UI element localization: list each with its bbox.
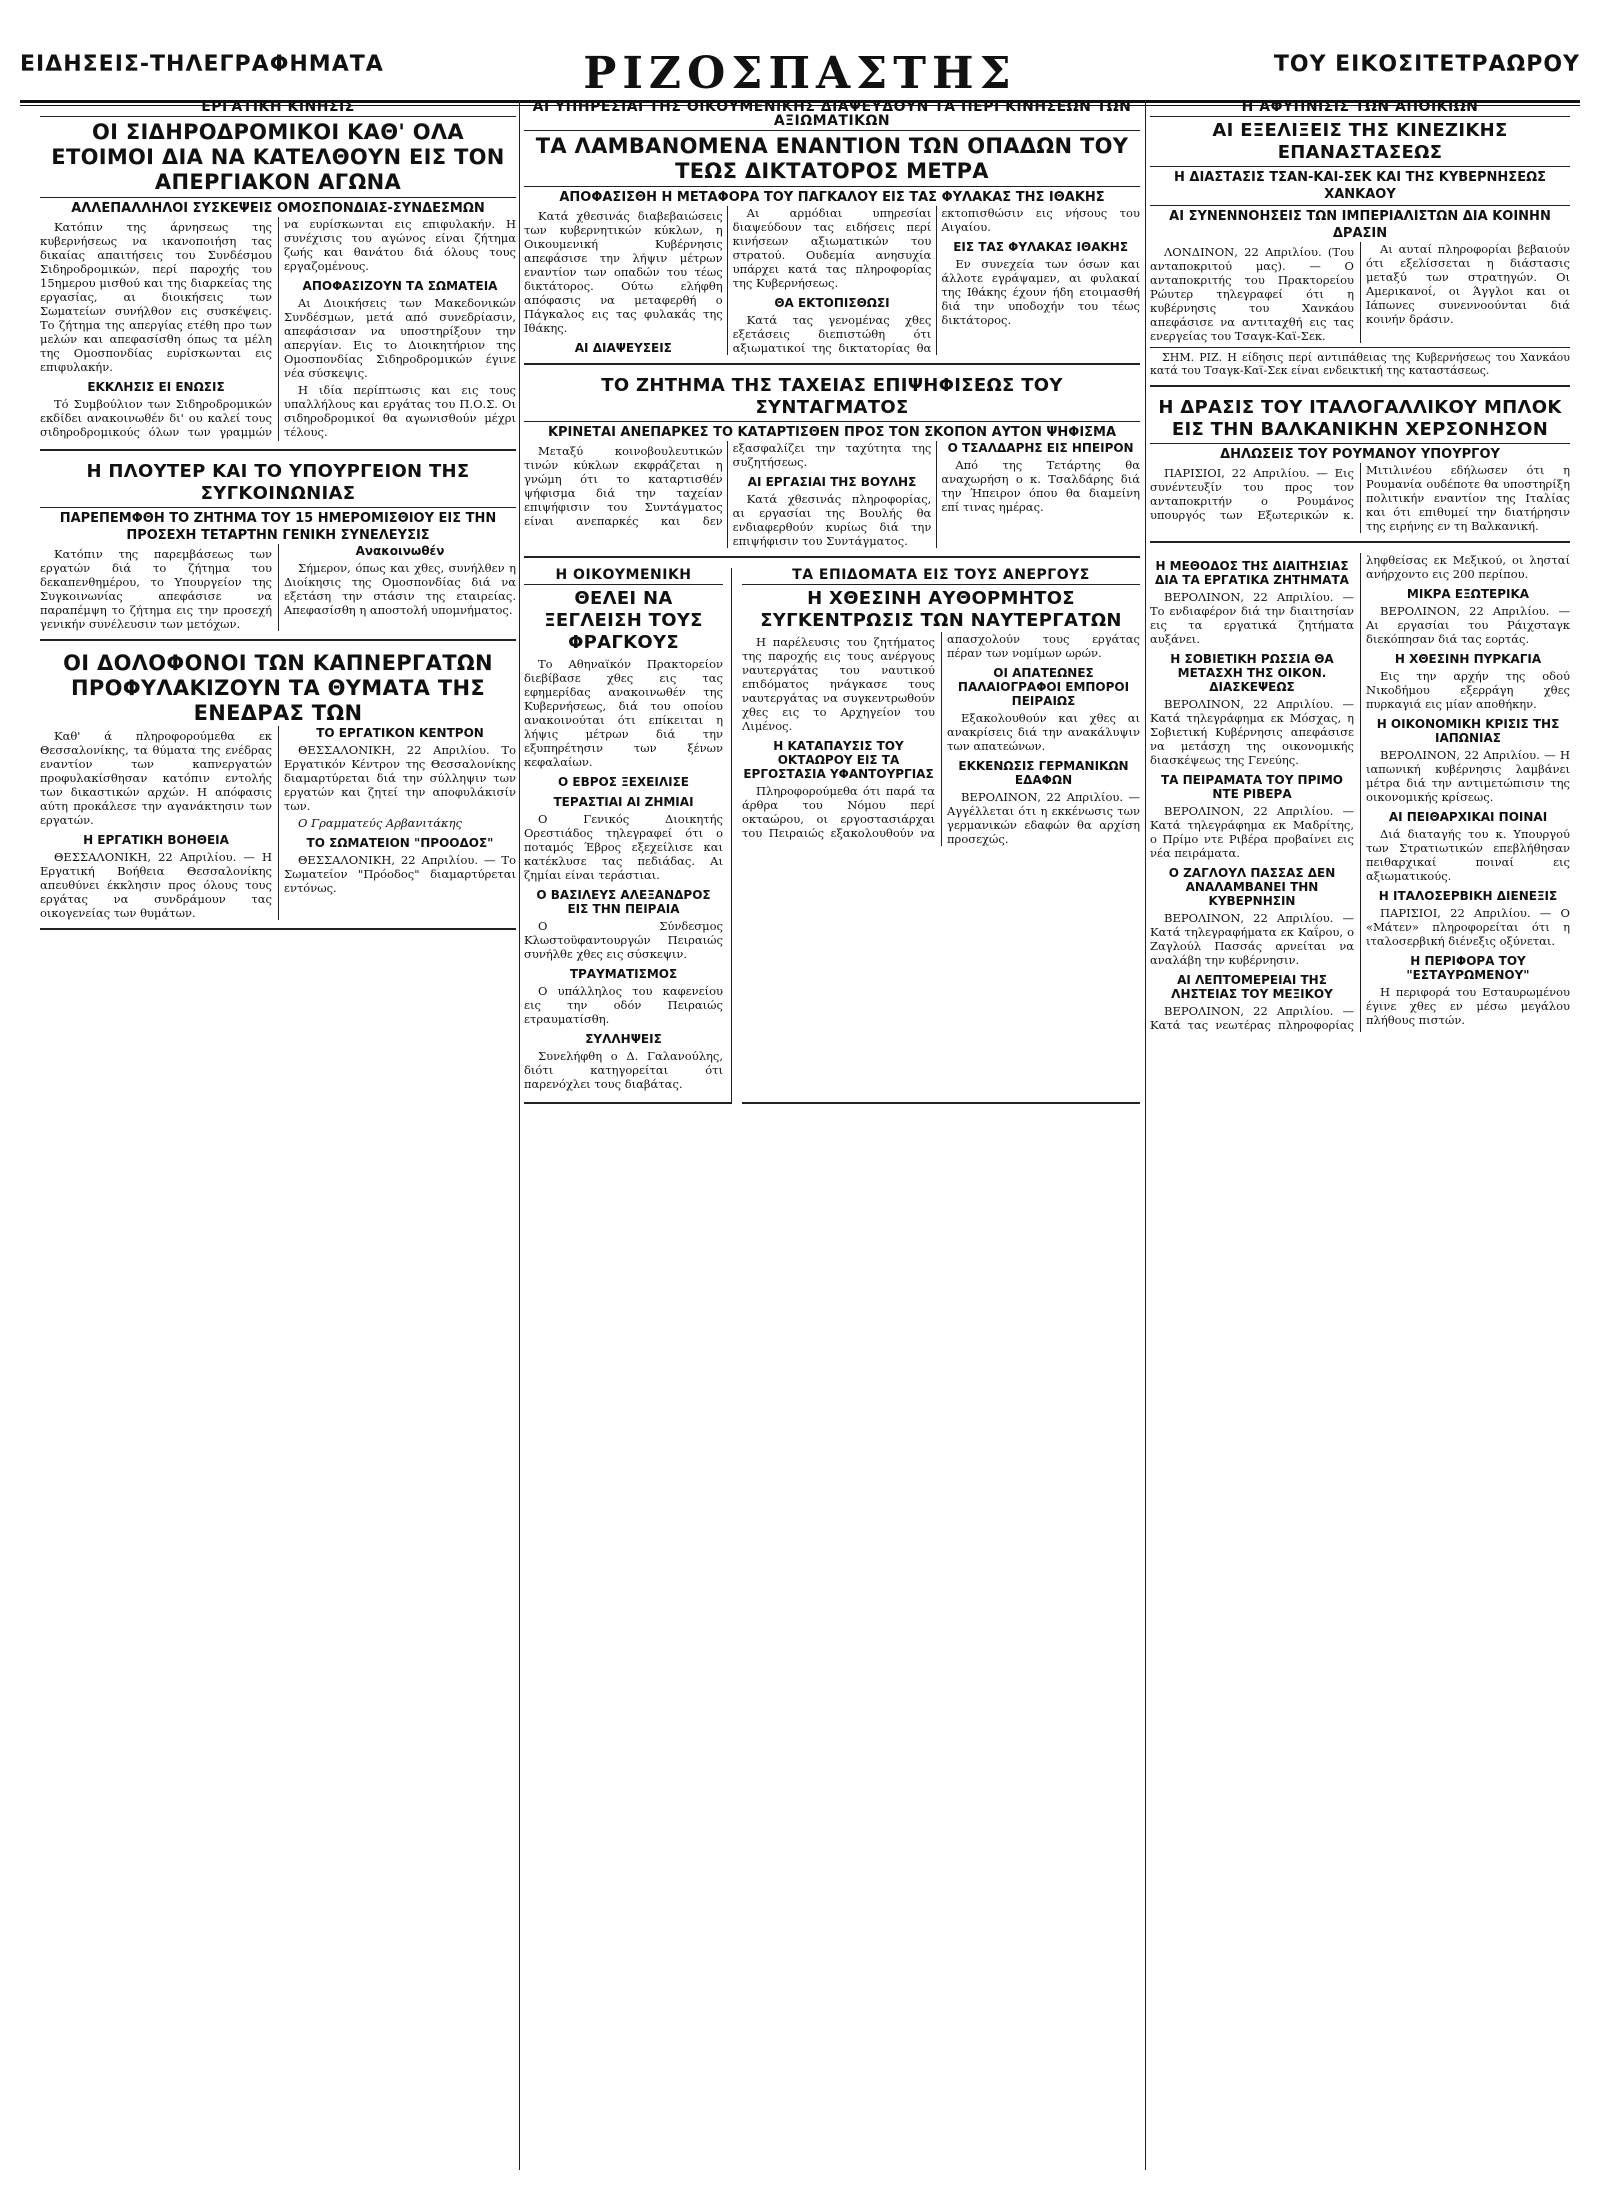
section-heading: Η ΙΤΑΛΟΣΕΡΒΙΚΗ ΔΙΕΝΕΞΙΣ	[1378, 889, 1558, 903]
article-headline: ΑΙ ΕΞΕΛΙΞΕΙΣ ΤΗΣ ΚΙΝΕΖΙΚΗΣ ΕΠΑΝΑΣΤΑΣΕΩΣ	[1212, 120, 1508, 163]
article-dictator-measures	[524, 100, 1140, 365]
column-right	[1150, 100, 1570, 2170]
paragraph: Κατά χθεσινάς πληροφορίας, αι εργασίαι της Βουλής θα ενδιαφερθούν κυρίως διά την επιψήφισιν του Συντάγματος.	[732, 492, 932, 548]
article-headline: ΘΕΛΕΙ ΝΑ ΞΕΓΛΕΙΣΗ ΤΟΥΣ ΦΡΑΓΚΟΥΣ	[544, 588, 703, 653]
section-heading: ΤΟ ΕΡΓΑΤΙΚΟΝ ΚΕΝΤΡΟΝ	[316, 725, 484, 740]
paragraph: Εις την αρχήν της οδού Νικοδήμου εξερράγη χθες πυρκαγιά εις μίαν αποθήκην.	[1366, 669, 1570, 711]
paragraph: ΒΕΡΟΛΙΝΟΝ, 22 Απριλίου. — Κατά τηλεγραφήματα εκ Καΐρου, ο Ζαγλούλ Πασσάς αρνείται να αναλάβη την κυβέρνησιν.	[1150, 911, 1354, 967]
column-left	[40, 100, 516, 2170]
paragraph: Αι Διοικήσεις των Μακεδονικών Συνδέσμων, μετά από συνεδρίασιν, απεφάσισαν να υποστηρίξουν την απεργίαν. Εις το Διοικητήριον της Ομοσπονδίας Σιδηροδρομικών έγινε νέα σύσκεψις.	[284, 296, 516, 380]
paragraph: ΠΑΡΙΣΙΟΙ, 22 Απριλίου. — Ο «Μάτεν» πληροφορείται ότι η ιταλοσερβική διένεξις οξύνεται.	[1366, 906, 1570, 948]
article-subhead: ΑΠΟΦΑΣΙΣΘΗ Η ΜΕΤΑΦΟΡΑ ΤΟΥ ΠΑΓΚΑΛΟΥ ΕΙΣ ΤΑΣ ΦΥΛΑΚΑΣ ΤΗΣ ΙΘΑΚΗΣ	[524, 186, 1140, 206]
section-label-right: ΤΟΥ ΕΙΚΟΣΙΤΕΤΡΑΩΡΟΥ	[1273, 52, 1580, 77]
article-headline: Η ΧΘΕΣΙΝΗ ΑΥΘΟΡΜΗΤΟΣ ΣΥΓΚΕΝΤΡΩΣΙΣ ΤΩΝ ΝΑΥΤΕΡΓΑΤΩΝ	[760, 588, 1122, 631]
paragraph: Διά διαταγής του κ. Υπουργού των Στρατιωτικών επεβλήθησαν πειθαρχικαί ποιναί εις αξιωματικούς.	[1366, 827, 1570, 883]
section-heading: ΑΙ ΠΕΙΘΑΡΧΙΚΑΙ ΠΟΙΝΑΙ	[1388, 810, 1548, 824]
section-heading: ΤΑ ΠΕΙΡΑΜΑΤΑ ΤΟΥ ΠΡΙΜΟ ΝΤΕ ΡΙΒΕΡΑ	[1160, 773, 1343, 801]
article-headline: ΟΙ ΔΟΛΟΦΟΝΟΙ ΤΩΝ ΚΑΠΝΕΡΓΑΤΩΝ ΠΡΟΦΥΛΑΚΙΖΟΥΝ ΤΑ ΘΥΜΑΤΑ ΤΗΣ ΕΝΕΔΡΑΣ ΤΩΝ	[63, 650, 493, 725]
section-heading: ΑΙ ΛΕΠΤΟΜΕΡΕΙΑΙ ΤΗΣ ΛΗΣΤΕΙΑΣ ΤΟΥ ΜΕΞΙΚΟΥ	[1171, 973, 1333, 1001]
section-heading: ΕΚΚΛΗΣΙΣ ΕΙ ΕΝΩΣΙΣ	[87, 380, 225, 394]
article-subhead: ΠΑΡΕΠΕΜΦΘΗ ΤΟ ΖΗΤΗΜΑ ΤΟΥ 15 ΗΜΕΡΟΜΙΣΘΙΟΥ ΕΙΣ ΤΗΝ ΠΡΟΣΕΧΗ ΤΕΤΑΡΤΗΝ ΓΕΝΙΚΗ ΣΥΝΕΛΕΥΣΙΣ	[40, 507, 516, 544]
masthead	[20, 12, 1580, 99]
paragraph: ΒΕΡΟΛΙΝΟΝ, 22 Απριλίου. — Αι εργασίαι του Ράιχσταγκ διεκόπησαν διά τας εορτάς.	[1366, 604, 1570, 646]
paragraph: Κατά χθεσινάς διαβεβαιώσεις των κυβερνητικών κύκλων, η Οικουμενική Κυβέρνησις απεφάσισε την λήψιν μέτρων εναντίον των οπαδών του τέως δικτάτορος. Ούτω ελήφθη απόφασις να μεταφερθή ο Πάγκαλος εις τας φυλακάς της Ιθάκης.	[524, 209, 723, 335]
article-kicker: Η ΑΦΥΠΝΙΣΙΣ ΤΩΝ ΑΠΟΙΚΙΩΝ	[1150, 100, 1570, 117]
section-heading: Ο ΒΑΣΙΛΕΥΣ ΑΛΕΞΑΝΔΡΟΣ ΕΙΣ ΤΗΝ ΠΕΙΡΑΙΑ	[536, 888, 711, 916]
lower-center-section	[524, 568, 1140, 1114]
section-heading: ΤΕΡΑΣΤΙΑΙ ΑΙ ΖΗΜΙΑΙ	[553, 795, 694, 809]
column-center	[524, 100, 1140, 2170]
section-heading: ΟΙ ΑΠΑΤΕΩΝΕΣ ΠΑΛΑΙΟΓΡΑΦΟΙ ΕΜΠΟΡΟΙ ΠΕΙΡΑΙΩΣ	[957, 666, 1130, 708]
paragraph: ΘΕΣΣΑΛΟΝΙΚΗ, 22 Απριλίου. — Το Σωματείον "Πρόοδος" διαμαρτύρεται εντόνως.	[284, 852, 516, 895]
section-heading: ΕΙΣ ΤΑΣ ΦΥΛΑΚΑΣ ΙΘΑΚΗΣ	[953, 240, 1129, 254]
paragraph: Ο υπάλληλος του καφενείου εις την οδόν Πειραιώς ετραυματίσθη.	[524, 984, 723, 1026]
foreign-news-briefs	[1150, 553, 1570, 1032]
paragraph: Κατόπιν της παρεμβάσεως των εργατών διά το ζήτημα του δεκαπενθημέρου, το Υπουργείον της Συγκοινωνίας απεφάσισε να παραπέμψη το ζήτημα εις την προσεχή γενικήν συνέλευσιν των μετόχων.	[40, 546, 272, 631]
section-heading: ΤΟ ΣΩΜΑΤΕΙΟΝ "ΠΡΟΟΔΟΣ"	[306, 835, 494, 850]
paragraph: Αι αυταί πληροφορίαι βεβαιούν ότι εξελίσσεται η διάστασις μεταξύ των στρατηγών. Οι Αμερικανοί, οι Άγγλοι και οι Ιάπωνες συνεννοούνται διά κοινήν δράσιν.	[1366, 242, 1570, 326]
article-tobacco-workers	[40, 651, 516, 930]
section-heading: ΑΠΟΦΑΣΙΖΟΥΝ ΤΑ ΣΩΜΑΤΕΙΑ	[302, 279, 498, 293]
paragraph: Συνελήφθη ο Δ. Γαλανούλης, διότι κατηγορείται ότι παρενόχλει τους διαβάτας.	[524, 1049, 723, 1091]
paragraph: Η ιδία περίπτωσις και εις τους υπαλλήλους και εργάτας του Π.Ο.Σ. Οι σιδηροδρομικοί θα αγωνισθούν μέχρι τέλους.	[284, 383, 516, 439]
section-heading: Ανακοινωθέν	[355, 543, 445, 558]
section-heading: ΑΙ ΔΙΑΨΕΥΣΕΙΣ	[574, 341, 672, 355]
article-railway-workers	[40, 100, 516, 451]
section-heading: ΣΥΛΛΗΨΕΙΣ	[585, 1032, 662, 1046]
section-heading: Η ΠΕΡΙΦΟΡΑ ΤΟΥ "ΕΣΤΑΥΡΩΜΕΝΟΥ"	[1406, 954, 1530, 982]
paragraph: Η παρέλευσις του ζητήματος της παροχής εις τους ανέργους ναυτεργάτας του ναυτικού επιδόματος ηνάγκασε τους ναυτεργάτας να συγκεντρωθούν χθες εις το Αρχηγείον του Λιμένος.	[742, 635, 935, 733]
section-heading: Ο ΖΑΓΛΟΥΛ ΠΑΣΣΑΣ ΔΕΝ ΑΝΑΛΑΜΒΑΝΕΙ ΤΗΝ ΚΥΒΕΡΝΗΣΙΝ	[1168, 866, 1336, 908]
section-heading: Η ΕΡΓΑΤΙΚΗ ΒΟΗΘΕΙΑ	[83, 832, 229, 847]
article-subhead: ΚΡΙΝΕΤΑΙ ΑΝΕΠΑΡΚΕΣ ΤΟ ΚΑΤΑΡΤΙΣΘΕΝ ΠΡΟΣ ΤΟΝ ΣΚΟΠΟΝ ΑΥΤΟΝ ΨΗΦΙΣΜΑ	[524, 421, 1140, 441]
section-heading: Η ΚΑΤΑΠΑΥΣΙΣ ΤΟΥ ΟΚΤΑΩΡΟΥ ΕΙΣ ΤΑ ΕΡΓΟΣΤΑΣΙΑ ΥΦΑΝΤΟΥΡΓΙΑΣ	[743, 739, 934, 781]
article-body	[40, 544, 516, 631]
article-body	[1150, 463, 1570, 533]
paragraph: Από της Τετάρτης θα αναχωρήση ο κ. Τσαλδάρης διά την Ήπειρον όπου θα διαμείνη επί τινας ημέρας.	[941, 458, 1140, 514]
section-heading: Η ΜΕΘΟΔΟΣ ΤΗΣ ΔΙΑΙΤΗΣΙΑΣ ΔΙΑ ΤΑ ΕΡΓΑΤΙΚΑ ΖΗΤΗΜΑΤΑ	[1155, 559, 1349, 587]
section-heading: ΑΙ ΕΡΓΑΣΙΑΙ ΤΗΣ ΒΟΥΛΗΣ	[747, 475, 917, 489]
section-label-left: ΕΙΔΗΣΕΙΣ-ΤΗΛΕΓΡΑΦΗΜΑΤΑ	[20, 52, 384, 77]
article-subhead: Η ΔΙΑΣΤΑΣΙΣ ΤΣΑΝ-ΚΑΙ-ΣΕΚ ΚΑΙ ΤΗΣ ΚΥΒΕΡΝΗΣΕΩΣ ΧΑΝΚΑΟΥ	[1150, 166, 1570, 203]
article-subhead: ΔΗΛΩΣΕΙΣ ΤΟΥ ΡΟΥΜΑΝΟΥ ΥΠΟΥΡΓΟΥ	[1150, 443, 1570, 463]
article-body	[1150, 242, 1570, 343]
paragraph: ΒΕΡΟΛΙΝΟΝ, 22 Απριλίου. — Κατά τας νεωτέρας πληροφορίας ληφθείσας εκ Μεξικού, οι λησταί ανήρχοντο εις 200 περίπου.	[1150, 553, 1570, 1032]
paragraph: ΘΕΣΣΑΛΟΝΙΚΗ, 22 Απριλίου. Το Εργατικόν Κέντρον της Θεσσαλονίκης διαμαρτύρεται διά την σύλληψιν των εργατών και ζητεί την αποφυλάκισίν των.	[284, 742, 516, 813]
article-kicker: ΕΡΓΑΤΙΚΗ ΚΙΝΗΣΙΣ	[40, 100, 516, 117]
article-ministry-communications	[40, 461, 516, 641]
article-seamen	[742, 568, 1140, 1104]
article-kicker: Η ΟΙΚΟΥΜΕΝΙΚΗ	[524, 568, 723, 585]
paragraph: Καθ' ά πληροφορούμεθα εκ Θεσσαλονίκης, τα θύματα της ενέδρας εναντίον των καπνεργατών προφυλακίσθησαν κατόπιν εντολής των δικαστικών αρχών. Η απόφασις αύτη προκάλεσε την αγανάκτησιν των εργατών.	[40, 728, 272, 827]
newspaper-title: ΡΙΖΟΣΠΑΣΤΗΣ	[583, 48, 1017, 99]
section-heading: Ο ΕΒΡΟΣ ΞΕΧΕΙΛΙΣΕ	[558, 775, 689, 789]
paragraph: Εξακολουθούν και χθες αι ανακρίσεις διά την ανακάλυψιν των απατεώνων.	[947, 711, 1140, 753]
article-kicker: ΑΙ ΥΠΗΡΕΣΙΑΙ ΤΗΣ ΟΙΚΟΥΜΕΝΙΚΗΣ ΔΙΑΨΕΥΔΟΥΝ ΤΑ ΠΕΡΙ ΚΙΝΗΣΕΩΝ ΤΩΝ ΑΞΙΩΜΑΤΙΚΩΝ	[524, 100, 1140, 131]
paragraph: Το Αθηναϊκόν Πρακτορείον διεβίβασε χθες εις τας εφημερίδας ανακοινωθέν της Κυβερνήσεως, διά του οποίου ανακοινούται ότι επίκειται η λήψις μέτρων διά την εξυπηρέτησιν των ξένων κεφαλαίων.	[524, 657, 723, 769]
paragraph: ΒΕΡΟΛΙΝΟΝ, 22 Απριλίου. — Η ιαπωνική κυβέρνησις λαμβάνει μέτρα διά την αντιμετώπισιν της οικονομικής κρίσεως.	[1366, 748, 1570, 804]
paragraph: Κατόπιν της άρνησεως της κυβερνήσεως να ικανοποιήση τας δικαίας απαιτήσεις του Συνδέσμου Σιδηροδρομικών, περί παροχής του 15ημερου μισθού και της διαρκείας της εργασίας, αι διοικήσεις των Σωματείων συνήλθον εις συσκέψεις. Το ζήτημα της απεργίας ετέθη προ των μελών και απεφασίσθη όπως τα μέλη της Ομοσπονδίας ευρίσκωνται εις επιφυλακήν.	[40, 220, 272, 374]
paragraph: Η περιφορά του Εσταυρωμένου έγινε χθες εν μέσω μεγάλου πλήθους πιστών.	[1366, 985, 1570, 1027]
paragraph: Σήμερον, όπως και χθες, συνήλθεν η Διοίκησις της Ομοσπονδίας διά να εξετάση την στάσιν της εταιρείας. Απεφασίσθη η αποστολή υπομνήματος.	[284, 560, 516, 617]
article-kicker: ΤΑ ΕΠΙΔΟΜΑΤΑ ΕΙΣ ΤΟΥΣ ΑΝΕΡΓΟΥΣ	[742, 568, 1140, 585]
article-constitution	[524, 375, 1140, 558]
article-government	[524, 568, 732, 1104]
column-divider	[1145, 100, 1146, 2170]
editor-note: ΣΗΜ. ΡΙΖ. Η είδησις περί αντιπάθειας της Κυβερνήσεως του Χανκάου κατά του Τσαγκ-Καϊ-Σεκ είναι ενδεικτική της καταστάσεως.	[1150, 347, 1570, 377]
signature: Ο Γραμματεύς Αρβανιτάκης	[298, 815, 462, 830]
article-headline: ΟΙ ΣΙΔΗΡΟΔΡΟΜΙΚΟΙ ΚΑΘ' ΟΛΑ ΕΤΟΙΜΟΙ ΔΙΑ ΝΑ ΚΑΤΕΛΘΟΥΝ ΕΙΣ ΤΟΝ ΑΠΕΡΓΙΑΚΟΝ ΑΓΩΝΑ	[51, 120, 505, 194]
paragraph: ΘΕΣΣΑΛΟΝΙΚΗ, 22 Απριλίου. — Η Εργατική Βοήθεια Θεσσαλονίκης απευθύνει έκκλησιν προς όλους τους εργάτας να συνδράμουν τας οικογενείας των θυμάτων.	[40, 849, 272, 920]
column-divider	[519, 100, 520, 2170]
article-body	[742, 632, 1140, 846]
article-headline: ΤΟ ΖΗΤΗΜΑ ΤΗΣ ΤΑΧΕΙΑΣ ΕΠΙΨΗΦΙΣΕΩΣ ΤΟΥ ΣΥΝΤΑΓΜΑΤΟΣ	[601, 375, 1063, 418]
article-body	[524, 206, 1140, 355]
paragraph: Τό Συμβούλιον των Σιδηροδρομικών εκδίδει ανακοινωθέν δι' ου καλεί τους σιδηροδρομικούς όλων των γραμμών να ευρίσκωνται εις επιφυλακήν. Η συνέχισις του αγώνος είναι ζήτημα ζωής και θανάτου διά όλους τους εργαζομένους.	[40, 217, 516, 439]
article-subhead: ΑΛΛΕΠΑΛΛΗΛΟΙ ΣΥΣΚΕΨΕΙΣ ΟΜΟΣΠΟΝΔΙΑΣ-ΣΥΝΔΕΣΜΩΝ	[40, 197, 516, 217]
paragraph: Εν συνεχεία των όσων και άλλοτε εγράψαμεν, αι φυλακαί της Ιθάκης έχουν ήδη ετοιμασθή διά την υποδοχήν του τέως δικτάτορος.	[941, 257, 1140, 327]
section-heading: Η ΟΙΚΟΝΟΜΙΚΗ ΚΡΙΣΙΣ ΤΗΣ ΙΑΠΩΝΙΑΣ	[1376, 717, 1560, 745]
paragraph: ΒΕΡΟΛΙΝΟΝ, 22 Απριλίου. — Κατά τηλεγράφημα εκ Μόσχας, η Σοβιετική Κυβέρνησις απεφάσισε να μετάσχη της οικονομικής διασκέψεως της Γενεύης.	[1150, 697, 1354, 767]
paragraph: ΠΑΡΙΣΙΟΙ, 22 Απριλίου. — Εις συνέντευξίν του προς τον ανταποκριτήν ο Ρουμάνος υπουργός των Εξωτερικών κ. Μιτιλινέου εδήλωσεν ότι η Ρουμανία ουδέποτε θα υποστηρίξη πολιτικήν εναντίον της Ιταλίας και ότι επιθυμεί την διατήρησιν της ειρήνης εν τη Βαλκανική.	[1150, 463, 1570, 533]
article-body	[40, 726, 516, 920]
paragraph: Πληροφορούμεθα ότι παρά τα άρθρα του Νόμου περί οκταώρου, οι εργοστασιάρχαι του Πειραιώς εξακολουθούν να απασχολούν τους εργάτας πέραν των νομίμων ωρών.	[742, 632, 1140, 840]
section-heading: Η ΧΘΕΣΙΝΗ ΠΥΡΚΑΓΙΑ	[1394, 652, 1542, 666]
section-heading: ΤΡΑΥΜΑΤΙΣΜΟΣ	[569, 967, 678, 981]
section-heading: ΜΙΚΡΑ ΕΞΩΤΕΡΙΚΑ	[1406, 587, 1530, 601]
article-china-revolution	[1150, 100, 1570, 387]
paragraph: Ο Γενικός Διοικητής Ορεστιάδος τηλεγραφεί ότι ο ποταμός Έβρος εξεχείλισε και κατέκλυσε τας πεδιάδας. Αι ζημίαι είναι τεράστιαι.	[524, 812, 723, 882]
article-headline: Η ΠΛΟΥΤΕΡ ΚΑΙ ΤΟ ΥΠΟΥΡΓΕΙΟΝ ΤΗΣ ΣΥΓΚΟΙΝΩΝΙΑΣ	[86, 460, 470, 504]
paragraph: Ο Σύνδεσμος Κλωστοϋφαντουργών Πειραιώς συνήλθε χθες εις σύσκεψιν.	[524, 919, 723, 961]
section-heading: ΘΑ ΕΚΤΟΠΙΣΘΩΣΙ	[774, 296, 890, 310]
paragraph: Μεταξύ κοινοβουλευτικών τινών κύκλων εκφράζεται η γνώμη ότι το καταρτισθέν ψήφισμα διά την ταχείαν επιψήφισιν του Συντάγματος είναι ανεπαρκές και δεν εξασφαλίζει την ταχύτητα της συζητήσεως.	[524, 441, 932, 528]
article-subhead: ΑΙ ΣΥΝΕΝΝΟΗΣΕΙΣ ΤΩΝ ΙΜΠΕΡΙΑΛΙΣΤΩΝ ΔΙΑ ΚΟΙΝΗΝ ΔΡΑΣΙΝ	[1150, 205, 1570, 242]
paragraph: Κατά τας γενομένας χθες εξετάσεις διεπιστώθη ότι αξιωματικοί της δικτατορίας θα εκτοπισθώσιν εις νήσους του Αιγαίου.	[732, 206, 1140, 355]
article-headline: ΤΑ ΛΑΜΒΑΝΟΜΕΝΑ ΕΝΑΝΤΙΟΝ ΤΩΝ ΟΠΑΔΩΝ ΤΟΥ ΤΕΩΣ ΔΙΚΤΑΤΟΡΟΣ ΜΕΤΡΑ	[535, 134, 1129, 183]
article-body	[524, 441, 1140, 548]
article-headline: Η ΔΡΑΣΙΣ ΤΟΥ ΙΤΑΛΟΓΑΛΛΙΚΟΥ ΜΠΛΟΚ ΕΙΣ ΤΗΝ ΒΑΛΚΑΝΙΚΗΝ ΧΕΡΣΟΝΗΣΟΝ	[1158, 397, 1562, 440]
section-heading: ΕΚΚΕΝΩΣΙΣ ΓΕΡΜΑΝΙΚΩΝ ΕΔΑΦΩΝ	[958, 759, 1129, 787]
article-body	[40, 217, 516, 441]
paragraph: ΒΕΡΟΛΙΝΟΝ, 22 Απριλίου. — Το ενδιαφέρον διά την διαιτησίαν εις τα εργατικά ζητήματα αυξάνει.	[1150, 590, 1354, 646]
section-heading: Η ΣΟΒΙΕΤΙΚΗ ΡΩΣΣΙΑ ΘΑ ΜΕΤΑΣΧΗ ΤΗΣ ΟΙΚΟΝ. ΔΙΑΣΚΕΨΕΩΣ	[1170, 652, 1334, 694]
paragraph: Αι αρμόδιαι υπηρεσίαι διαψεύδουν τας ειδήσεις περί κινήσεων αξιωματικών του στρατού. Ουδεμία ανησυχία υπάρχει κατά τας πληροφορίας της Κυβερνήσεως.	[732, 206, 932, 290]
section-heading: Ο ΤΣΑΛΔΑΡΗΣ ΕΙΣ ΗΠΕΙΡΟΝ	[947, 441, 1134, 455]
paragraph: ΒΕΡΟΛΙΝΟΝ, 22 Απριλίου. — Κατά τηλεγράφημα εκ Μαδρίτης, ο Πρίμο ντε Ριβέρα προβαίνει εις νέα πειράματα.	[1150, 804, 1354, 860]
paragraph: ΛΟΝΔΙΝΟΝ, 22 Απριλίου. (Του ανταποκριτού μας). — Ο ανταποκριτής του Πρακτορείου Ρώυτερ τηλεγραφεί ότι η κυβέρνησις του Χανκάου απεφάσισε να αντιταχθή εις τας ενεργείας του Τσαγκ-Καϊ-Σεκ.	[1150, 245, 1354, 343]
article-balkan-bloc	[1150, 397, 1570, 543]
paragraph: ΒΕΡΟΛΙΝΟΝ, 22 Απριλίου. — Αγγέλλεται ότι η εκκένωσις των γερμανικών εδαφών θα αρχίση προσεχώς.	[947, 790, 1140, 846]
